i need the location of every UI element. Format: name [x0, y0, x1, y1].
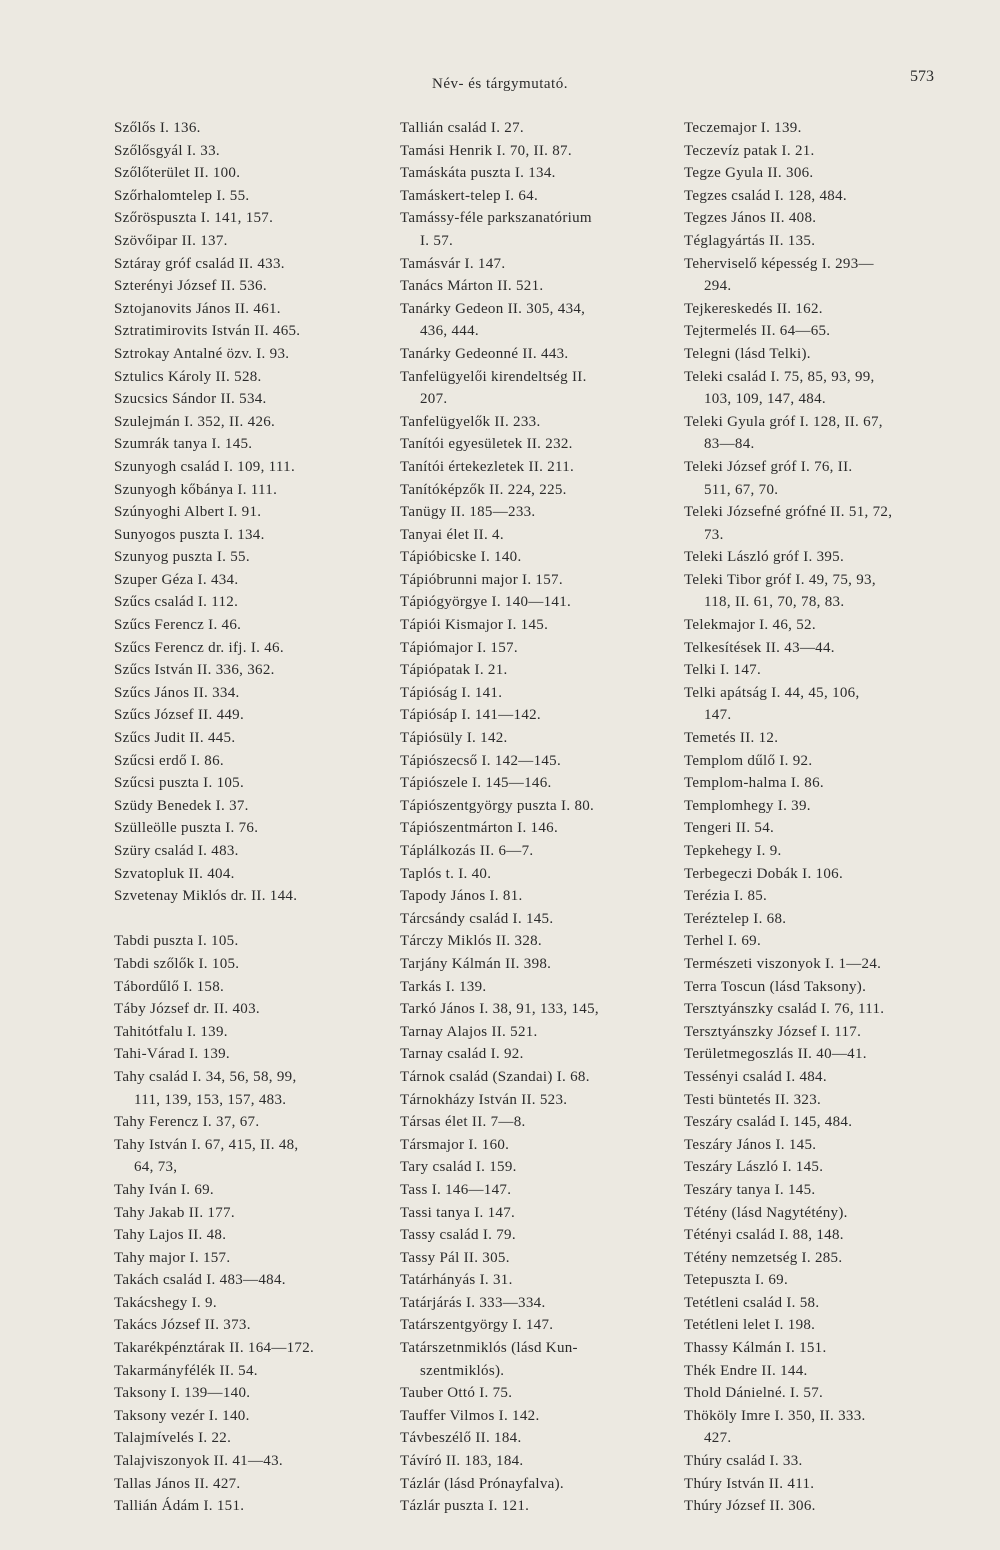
index-entry: Templom-halma I. 86. — [684, 775, 824, 792]
index-entry: Szőlőterület II. 100. — [114, 165, 241, 182]
index-entry: Teszáry család I. 145, 484. — [684, 1114, 853, 1131]
index-entry: Tanügy II. 185—233. — [400, 504, 536, 521]
index-entry: Tápiószecső I. 142—145. — [400, 752, 562, 769]
index-entry: Templomhegy I. 39. — [684, 797, 811, 814]
index-entry: Tanárky Gedeon II. 305, 434, — [400, 300, 586, 317]
index-entry: Tápióbrunni major I. 157. — [400, 571, 563, 588]
index-entry: Tallián Ádám I. 151. — [114, 1498, 245, 1515]
index-entry: Tanítói egyesületek II. 232. — [400, 436, 573, 453]
index-entry: Tary család I. 159. — [400, 1159, 517, 1176]
index-column-3 — [684, 117, 959, 1518]
index-entry: Tahy major I. 157. — [114, 1249, 231, 1266]
index-entry: Tetepuszta I. 69. — [684, 1272, 789, 1289]
index-entry: Tejtermelés II. 64—65. — [684, 323, 831, 340]
index-entry: Társmajor I. 160. — [400, 1136, 510, 1153]
index-entry: Tatárszentgyörgy I. 147. — [400, 1317, 554, 1334]
index-entry: Teleki József gróf I. 76, II. — [684, 458, 853, 475]
index-entry-continuation: 294. — [704, 278, 732, 295]
index-entry: Szüry család I. 483. — [114, 843, 239, 859]
index-entry: Tatárjárás I. 333—334. — [400, 1294, 546, 1311]
index-entry: Távíró II. 183, 184. — [400, 1453, 524, 1470]
index-entry: Testi büntetés II. 323. — [684, 1091, 822, 1108]
index-entry: Szűcs Judit II. 445. — [114, 730, 236, 747]
index-entry: Taksony vezér I. 140. — [114, 1407, 250, 1424]
index-entry-continuation: 427. — [704, 1430, 732, 1447]
index-entry-continuation: 73. — [704, 526, 724, 543]
index-entry: Terézia I. 85. — [684, 888, 768, 905]
index-entry: Tahy István I. 67, 415, II. 48, — [114, 1136, 299, 1153]
index-entry: Szűcs Ferencz I. 46. — [114, 617, 242, 634]
index-entry: Tassy család I. 79. — [400, 1227, 516, 1244]
index-entry: Tanítóképzők II. 224, 225. — [400, 481, 567, 498]
index-entry: Szülleölle puszta I. 76. — [114, 820, 259, 837]
index-entry: Tamáskert-telep I. 64. — [400, 187, 538, 204]
index-entry: Thúry család I. 33. — [684, 1453, 803, 1470]
index-entry: Teherviselő képesség I. 293— — [684, 255, 874, 272]
index-entry: Thúry József II. 306. — [684, 1498, 816, 1515]
running-head: Név- és tárgymutató. — [432, 76, 568, 92]
index-entry: Szucsics Sándor II. 534. — [114, 391, 267, 408]
index-entry: Tanítói értekezletek II. 211. — [400, 458, 575, 475]
index-entry-continuation: 83—84. — [704, 436, 755, 453]
index-entry: Tanfelügyelők II. 233. — [400, 413, 541, 430]
index-entry: Takácshegy I. 9. — [114, 1294, 217, 1311]
index-entry: Szűcs család I. 112. — [114, 594, 239, 611]
index-entry: Talajmívelés I. 22. — [114, 1430, 232, 1447]
index-entry: Tessényi család I. 484. — [684, 1068, 827, 1085]
index-entry: Tarkó János I. 38, 91, 133, 145, — [400, 1001, 599, 1018]
index-entry: Teszáry László I. 145. — [684, 1159, 824, 1176]
index-entry: Szűcs János II. 334. — [114, 684, 240, 701]
index-entry-continuation: 64, 73, — [134, 1159, 178, 1176]
index-entry: Terhel I. 69. — [684, 933, 761, 950]
index-entry: Szterényi József II. 536. — [114, 278, 267, 295]
index-entry: Tejkereskedés II. 162. — [684, 300, 823, 317]
index-entry: Tárnokházy István II. 523. — [400, 1091, 568, 1108]
index-entry: Tanács Márton II. 521. — [400, 278, 544, 295]
index-entry: Teczevíz patak I. 21. — [684, 142, 815, 159]
index-entry: Tahy család I. 34, 56, 58, 99, — [114, 1068, 297, 1085]
index-entry: Tamássy-féle parkszanatórium — [400, 210, 592, 227]
index-entry: Tegze Gyula II. 306. — [684, 165, 814, 182]
index-entry: Szűcs Ferencz dr. ifj. I. 46. — [114, 639, 284, 656]
index-entry: Tarnay Alajos II. 521. — [400, 1023, 538, 1040]
index-entry: Szunyog puszta I. 55. — [114, 549, 250, 566]
index-entry: Természeti viszonyok I. 1—24. — [684, 955, 882, 972]
index-entry: Thassy Kálmán I. 151. — [684, 1340, 827, 1357]
index-entry: Tétényi család I. 88, 148. — [684, 1227, 844, 1244]
index-entry: Talajviszonyok II. 41—43. — [114, 1453, 283, 1470]
index-entry: Teleki Józsefné grófné II. 51, 72, — [684, 504, 893, 521]
index-entry: Szőlősgyál I. 33. — [114, 142, 220, 159]
index-entry: Tapody János I. 81. — [400, 888, 523, 905]
index-entry: Tápiómajor I. 157. — [400, 639, 518, 656]
index-entry: Telki apátság I. 44, 45, 106, — [684, 684, 860, 701]
index-entry: Temetés II. 12. — [684, 730, 779, 747]
index-entry: Tabdi szőlők I. 105. — [114, 955, 240, 972]
index-entry: Szőlős I. 136. — [114, 120, 201, 136]
index-entry: Tahy Iván I. 69. — [114, 1181, 214, 1198]
section-spacer — [114, 908, 389, 931]
index-entry: Teréztelep I. 68. — [684, 910, 787, 927]
index-entry: Szövőipar II. 137. — [114, 232, 228, 249]
index-entry: Tápiógyörgye I. 140—141. — [400, 594, 572, 611]
index-entry-continuation: I. 57. — [420, 232, 454, 249]
index-entry: Tersztyánszky József I. 117. — [684, 1023, 862, 1040]
index-entry: Sunyogos puszta I. 134. — [114, 526, 265, 543]
index-entry: Szűcs József II. 449. — [114, 707, 245, 724]
index-entry: Sztojanovits János II. 461. — [114, 300, 281, 317]
index-entry: Tarnay család I. 92. — [400, 1046, 524, 1063]
index-entry: Telekmajor I. 46, 52. — [684, 617, 816, 634]
index-entry: Tápiósáp I. 141—142. — [400, 707, 541, 724]
index-entry: Tápióság I. 141. — [400, 684, 503, 701]
index-entry-continuation: 147. — [704, 707, 732, 724]
index-entry: Sztrokay Antalné özv. I. 93. — [114, 345, 290, 362]
index-entry: Telegni (lásd Telki). — [684, 345, 811, 362]
index-entry: Tauffer Vilmos I. 142. — [400, 1407, 540, 1424]
index-entry: Tegzes János II. 408. — [684, 210, 817, 227]
index-entry: Tahy Ferencz I. 37, 67. — [114, 1114, 260, 1131]
index-entry: Téglagyártás II. 135. — [684, 232, 816, 249]
page-number: 573 — [910, 68, 934, 85]
index-entry: Takarmányfélék II. 54. — [114, 1362, 258, 1379]
index-entry: Tallas János II. 427. — [114, 1475, 241, 1492]
index-entry-continuation: 111, 139, 153, 157, 483. — [134, 1091, 287, 1108]
index-entry: Szűcsi puszta I. 105. — [114, 775, 245, 792]
index-entry: Tetétleni lelet I. 198. — [684, 1317, 816, 1334]
index-entry-continuation: 436, 444. — [420, 323, 479, 340]
index-entry: Teleki család I. 75, 85, 93, 99, — [684, 368, 875, 385]
index-entry: Sztáray gróf család II. 433. — [114, 255, 285, 272]
index-entry-continuation: 207. — [420, 391, 448, 408]
index-entry: Szüdy Benedek I. 37. — [114, 797, 249, 814]
index-entry: Takarékpénztárak II. 164—172. — [114, 1340, 315, 1357]
index-entry-continuation: 511, 67, 70. — [704, 481, 779, 498]
index-entry: Tábordűlő I. 158. — [114, 978, 225, 995]
index-entry: Telki I. 147. — [684, 662, 762, 679]
index-entry: Szvetenay Miklós dr. II. 144. — [114, 888, 298, 905]
index-entry: Telkesítések II. 43—44. — [684, 639, 835, 656]
index-entry: Szőrhalomtelep I. 55. — [114, 187, 250, 204]
index-entry: Társas élet II. 7—8. — [400, 1114, 526, 1131]
index-entry: Takách család I. 483—484. — [114, 1272, 286, 1289]
index-entry: Tassi tanya I. 147. — [400, 1204, 516, 1221]
index-entry: Tahy Jakab II. 177. — [114, 1204, 235, 1221]
index-entry: Tétény nemzetség I. 285. — [684, 1249, 843, 1266]
index-entry: Tamásvár I. 147. — [400, 255, 506, 272]
index-entry: Szőröspuszta I. 141, 157. — [114, 210, 274, 227]
index-entry: Tallián család I. 27. — [400, 120, 524, 136]
index-entry: Tápiósüly I. 142. — [400, 730, 508, 747]
index-entry: Tápiószentgyörgy puszta I. 80. — [400, 797, 595, 814]
index-entry: Sztratimirovits István II. 465. — [114, 323, 301, 340]
index-entry: Szúnyoghi Albert I. 91. — [114, 504, 262, 521]
index-entry: Szűcsi erdő I. 86. — [114, 752, 224, 769]
index-entry: Templom dűlő I. 92. — [684, 752, 813, 769]
index-entry-continuation: 118, II. 61, 70, 78, 83. — [704, 594, 845, 611]
index-entry: Terra Toscun (lásd Taksony). — [684, 978, 867, 995]
index-entry: Takács József II. 373. — [114, 1317, 251, 1334]
index-entry: Teszáry János I. 145. — [684, 1136, 817, 1153]
index-entry: Tarjány Kálmán II. 398. — [400, 955, 552, 972]
index-entry: Területmegoszlás II. 40—41. — [684, 1046, 867, 1063]
index-entry: Tengeri II. 54. — [684, 820, 775, 837]
index-entry: Teleki László gróf I. 395. — [684, 549, 845, 566]
index-entry: Tanárky Gedeonné II. 443. — [400, 345, 569, 362]
index-entry: Tahi-Várad I. 139. — [114, 1046, 230, 1063]
index-entry: Tarkás I. 139. — [400, 978, 487, 995]
index-entry: Szűcs István II. 336, 362. — [114, 662, 275, 679]
index-entry: Tamási Henrik I. 70, II. 87. — [400, 142, 572, 159]
index-entry: Tanyai élet II. 4. — [400, 526, 504, 543]
index-entry: Tázlár (lásd Prónayfalva). — [400, 1475, 564, 1492]
index-entry: Szunyogh család I. 109, 111. — [114, 458, 296, 475]
index-entry: Távbeszélő II. 184. — [400, 1430, 522, 1447]
index-entry: Terbegeczi Dobák I. 106. — [684, 865, 844, 882]
index-entry: Teleki Gyula gróf I. 128, II. 67, — [684, 413, 883, 430]
index-entry: Tass I. 146—147. — [400, 1181, 512, 1198]
index-entry-continuation: 103, 109, 147, 484. — [704, 391, 826, 408]
index-entry: Tahitótfalu I. 139. — [114, 1023, 228, 1040]
index-entry: Szunyogh kőbánya I. 111. — [114, 481, 278, 498]
index-entry: Tamáskáta puszta I. 134. — [400, 165, 556, 182]
index-entry: Thék Endre II. 144. — [684, 1362, 808, 1379]
index-entry: Tassy Pál II. 305. — [400, 1249, 510, 1266]
index-entry: Táby József dr. II. 403. — [114, 1001, 260, 1018]
index-entry: Taplós t. I. 40. — [400, 865, 492, 882]
index-entry: Szulejmán I. 352, II. 426. — [114, 413, 276, 430]
index-entry: Tétény (lásd Nagytétény). — [684, 1204, 848, 1221]
index-entry: Tatárhányás I. 31. — [400, 1272, 513, 1289]
index-column-2 — [400, 117, 670, 1518]
index-entry: Sztulics Károly II. 528. — [114, 368, 262, 385]
index-entry: Szvatopluk II. 404. — [114, 865, 235, 882]
index-entry: Tápiószele I. 145—146. — [400, 775, 552, 792]
index-entry: Tárnok család (Szandai) I. 68. — [400, 1068, 590, 1085]
index-entry: Teszáry tanya I. 145. — [684, 1181, 816, 1198]
index-entry: Tahy Lajos II. 48. — [114, 1227, 227, 1244]
index-entry: Szumrák tanya I. 145. — [114, 436, 253, 453]
index-entry: Szuper Géza I. 434. — [114, 571, 239, 588]
index-entry: Tázlár puszta I. 121. — [400, 1498, 530, 1515]
index-entry: Tápiói Kismajor I. 145. — [400, 617, 549, 634]
index-entry: Thúry István II. 411. — [684, 1475, 815, 1492]
index-entry: Tárcsándy család I. 145. — [400, 910, 554, 927]
index-entry: Tabdi puszta I. 105. — [114, 933, 239, 950]
index-entry: Tegzes család I. 128, 484. — [684, 187, 847, 204]
index-entry-continuation: szentmiklós). — [420, 1362, 505, 1379]
index-entry: Tauber Ottó I. 75. — [400, 1385, 513, 1402]
index-entry: Tersztyánszky család I. 76, 111. — [684, 1001, 885, 1018]
index-entry: Tápiószentmárton I. 146. — [400, 820, 558, 837]
index-entry: Tanfelügyelői kirendeltség II. — [400, 368, 587, 385]
index-entry: Táplálkozás II. 6—7. — [400, 843, 534, 859]
index-column-1 — [114, 117, 389, 1518]
index-entry: Tepkehegy I. 9. — [684, 843, 782, 859]
index-entry: Tatárszetnmiklós (lásd Kun- — [400, 1340, 578, 1357]
index-entry: Tárczy Miklós II. 328. — [400, 933, 542, 950]
index-entry: Tápióbicske I. 140. — [400, 549, 522, 566]
index-entry: Thököly Imre I. 350, II. 333. — [684, 1407, 866, 1424]
index-entry: Taksony I. 139—140. — [114, 1385, 251, 1402]
index-entry: Tápiópatak I. 21. — [400, 662, 508, 679]
index-entry: Tetétleni család I. 58. — [684, 1294, 820, 1311]
index-entry: Thold Dánielné. I. 57. — [684, 1385, 824, 1402]
index-entry: Teleki Tibor gróf I. 49, 75, 93, — [684, 571, 876, 588]
index-entry: Teczemajor I. 139. — [684, 120, 802, 136]
